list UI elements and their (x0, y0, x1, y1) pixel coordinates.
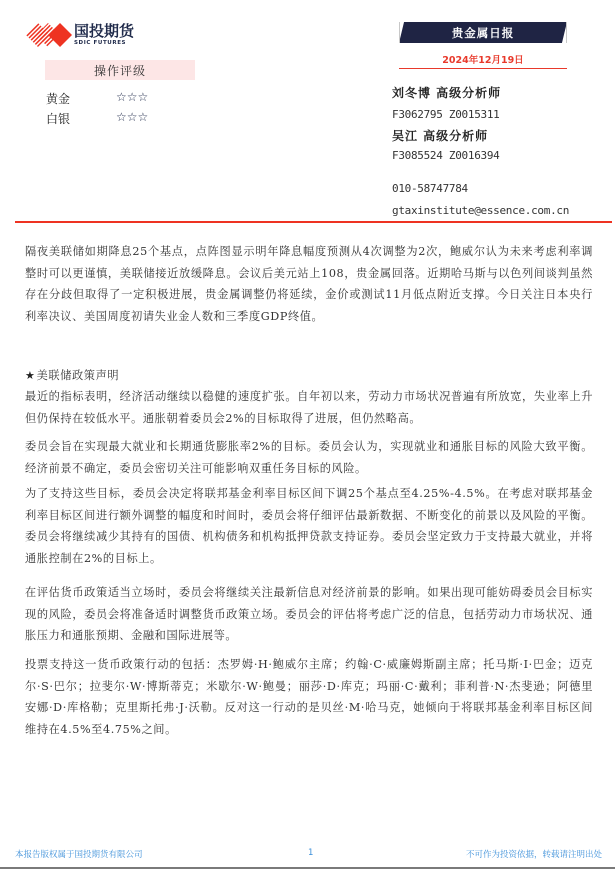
body-paragraph: 为了支持这些目标，委员会决定将联邦基金利率目标区间下调25个基点至4.25%-4.5%。在考虑对联邦基金利率目标区间进行额外调整的幅度和时间时，委员会将仔细评估最新数据、不断变化的前景以及风险的平衡。委员会将继续减少其持有的国债、机构债务和机构抵押贷款支持证券。委员会坚定致力于支持最大就业，并将通胀控制在2%的目标上。 (25, 487, 593, 565)
star-bullet-icon: ★ (25, 369, 36, 382)
report-title: 贵金属日报 (451, 25, 515, 40)
footer-disclaimer: 不可作为投资依据，转载请注明出处 (465, 850, 602, 860)
page-number: 1 (308, 848, 314, 858)
star-rating-icon: ☆☆☆ (116, 110, 149, 124)
analyst-2-name: 吴江 高级分析师 (392, 129, 489, 143)
section-title-text: 美联储政策声明 (36, 369, 120, 382)
report-title-banner (399, 22, 567, 43)
star-rating-icon: ☆☆☆ (116, 90, 149, 104)
body-paragraph: 投票支持这一货币政策行动的包括：杰罗姆·H·鲍威尔主席；约翰·C·威廉姆斯副主席；托马斯·I·巴金；迈克尔·S·巴尔；拉斐尔·W·博斯蒂克；米歇尔·W·鲍曼；丽莎·D·库克；玛丽·C·戴利；菲利普·N·杰斐逊；阿德里安娜·D·库格勒；克里斯托弗·J·沃勒。反对这一行动的是贝丝·M·哈马克，她倾向于将联邦基金利率目标区间维持在4.5%至4.75%之间。 (25, 658, 593, 736)
header-divider (15, 221, 612, 223)
body-paragraph: 委员会旨在实现最大就业和长期通货膨胀率2%的目标。委员会认为，实现就业和通胀目标的风险大致平衡。经济前景不确定，委员会密切关注可能影响双重任务目标的风险。 (25, 440, 593, 475)
rating-row-gold (46, 90, 148, 107)
analyst-1-name: 刘冬博 高级分析师 (392, 86, 502, 100)
summary-paragraph: 隔夜美联储如期降息25个基点，点阵图显示明年降息幅度预测从4次调整为2次，鲍威尔认为未来考虑利率调整时可以更谨慎，美联储接近放缓降息。会议后美元站上108，贵金属回落。近期哈马斯与以色列间谈判虽然存在分歧但取得了一定积极进展，贵金属调整仍将延续，金价或测试11月低点附近支撑。今日关注日本央行利率决议、美国周度初请失业金人数和三季度GDP终值。 (25, 245, 593, 323)
contact-phone: 010-58747784 (392, 182, 468, 195)
rating-label: 白银 (46, 112, 71, 126)
footer-divider (0, 867, 615, 869)
footer-copyright: 本报告版权属于国投期货有限公司 (15, 850, 143, 860)
company-logo (26, 23, 134, 47)
rating-row-silver (46, 110, 148, 127)
body-paragraph: 最近的指标表明，经济活动继续以稳健的速度扩张。自年初以来，劳动力市场状况普遍有所放宽，失业率上升但仍保持在较低水平。通胀朝着委员会2%的目标取得了进展，但仍然略高。 (25, 390, 593, 425)
date-underline (399, 68, 567, 69)
logo-mark-icon (26, 23, 72, 47)
body-paragraph: 在评估货币政策适当立场时，委员会将继续关注最新信息对经济前景的影响。如果出现可能妨碍委员会目标实现的风险，委员会将准备适时调整货币政策立场。委员会的评估将考虑广泛的信息，包括劳动力市场状况、通胀压力和通胀预期、金融和国际进展等。 (25, 586, 593, 642)
logo-name-en: SDIC FUTURES (74, 39, 127, 46)
report-date: 2024年12月19日 (442, 55, 524, 66)
page-footer (0, 848, 615, 862)
logo-name-cn: 国投期货 (74, 21, 135, 40)
analyst-1-ids: F3062795 Z0015311 (392, 108, 500, 121)
analyst-2-ids: F3085524 Z0016394 (392, 149, 500, 162)
rating-header: 操作评级 (45, 60, 195, 80)
section-title (25, 367, 119, 383)
rating-label: 黄金 (46, 92, 71, 106)
contact-email[interactable]: gtaxinstitute@essence.com.cn (392, 204, 570, 217)
